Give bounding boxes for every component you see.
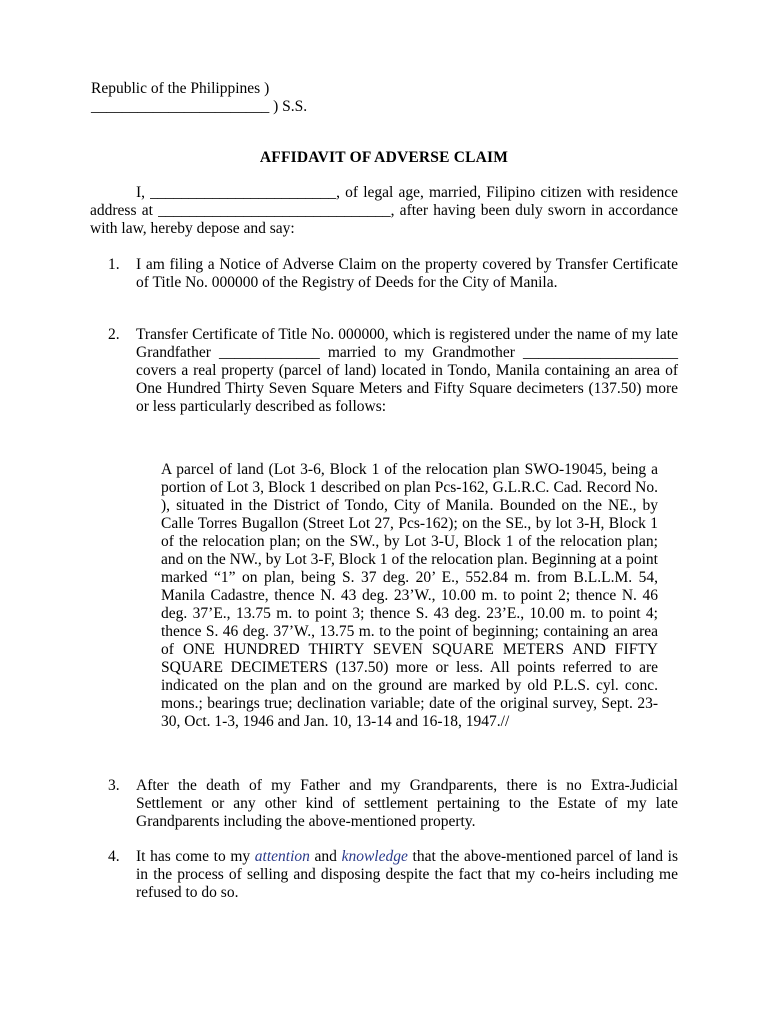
list-item-number: 4. [108, 848, 120, 865]
venue-line-republic: Republic of the Philippines ) [91, 80, 270, 97]
list-item-4 [108, 848, 678, 902]
item4-text-after: that the above-mentioned parcel of land is in the process of selling and disposing despite the fact that my co-heirs including me refused to do so. [136, 848, 678, 901]
intro-paragraph [90, 184, 678, 238]
property-description-block: A parcel of land (Lot 3-6, Block 1 of the relocation plan SWO-19045, being a portion of Lot 3, Block 1 described on plan Pcs-162, G.L.R.C. Cad. Record No. ), situated in the District of Tondo, City of Manila. Bounded on the NE., by Calle Torres Bugallon (Street Lot 27, Pcs-162); on the SE., by lot 3-H, Block 1 of the relocation plan; on the SW., by Lot 3-U, Block 1 of the relocation plan; and on the NW., by Lot 3-F, Block 1 of the relocation plan. Beginning at a point marked “1” on plan, being S. 37 deg. 20’ E., 552.84 m. from B.L.L.M. 54, Manila Cadastre, thence N. 43 deg. 23’W., 10.00 m. to point 2; thence N. 46 deg. 37’E., 13.75 m. to point 3; thence S. 43 deg. 23’E., 10.00 m. to point 4; thence S. 46 deg. 37’W., 13.75 m. to the point of beginning; containing an area of ONE HUNDRED THIRTY SEVEN SQUARE METERS AND FIFTY SQUARE DECIMETERS (137.50) more or less. All points referred to are indicated on the plan and on the ground are marked by old P.L.S. cyl. conc. mons.; bearings true; declination variable; date of the original survey, Sept. 23-30, Oct. 1-3, 1946 and Jan. 10, 13-14 and 16-18, 1947.// [161, 461, 658, 730]
document-title: AFFIDAVIT OF ADVERSE CLAIM [259, 149, 509, 166]
list-item-text: Transfer Certificate of Title No. 000000, which is registered under the name of my late Grandfather _____________ married to my Grandmother ____________________ covers a real property (parcel of land) located in Tondo, Manila containing an area of One Hundred Thirty Seven Square Meters and Fifty Square decimeters (137.50) more or less particularly described as follows: [136, 326, 678, 415]
item4-text-before: It has come to my [136, 848, 255, 865]
emphasis-attention: attention [254, 848, 310, 865]
list-item-2 [108, 326, 678, 416]
emphasis-knowledge: knowledge [341, 848, 408, 865]
venue-line-ss: _______________________ ) S.S. [91, 98, 308, 115]
list-item-number: 2. [108, 326, 120, 343]
intro-text: I, ________________________, of legal age, married, Filipino citizen with residence address at ______________________________, after having been duly sworn in accordance with law, hereby depose and say: [90, 184, 678, 237]
list-item-text: I am filing a Notice of Adverse Claim on the property covered by Transfer Certificate of Title No. 000000 of the Registry of Deeds for the City of Manila. [136, 256, 678, 291]
list-item-3 [108, 777, 678, 831]
list-item-text: After the death of my Father and my Grandparents, there is no Extra-Judicial Settlement or any other kind of settlement pertaining to the Estate of my late Grandparents including the above-mentioned property. [136, 777, 678, 830]
list-item-text [136, 848, 678, 902]
list-item-1 [108, 256, 678, 292]
list-item-number: 1. [108, 256, 120, 273]
list-item-number: 3. [108, 777, 120, 794]
item4-text-mid: and [309, 848, 342, 865]
